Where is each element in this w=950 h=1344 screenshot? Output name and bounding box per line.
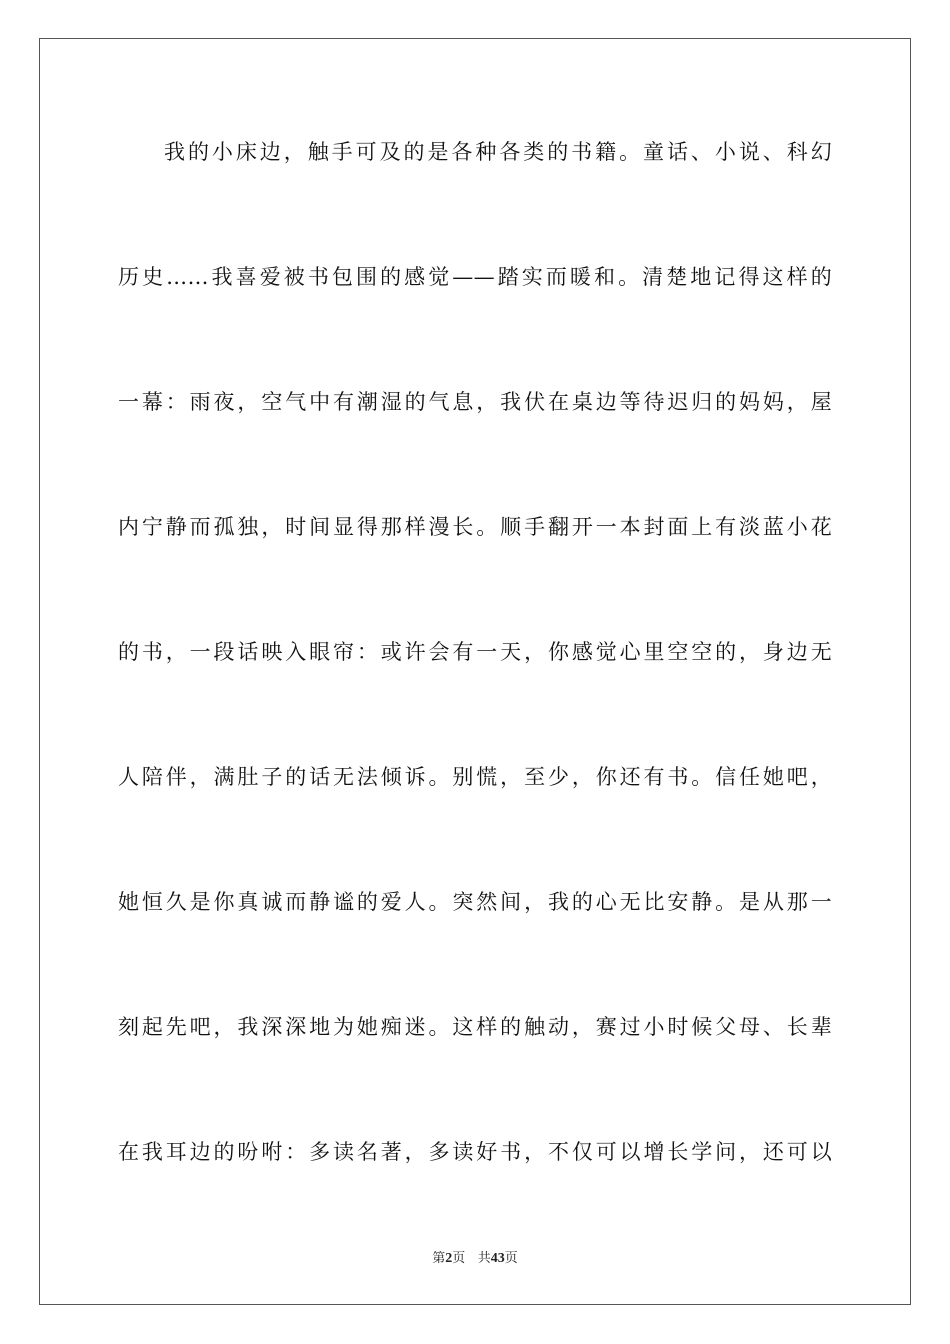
page-suffix: 页 — [452, 1251, 466, 1266]
page-footer — [0, 1247, 950, 1267]
text-line: 在我耳边的吩咐：多读名著，多读好书，不仅可以增长学问，还可以 — [118, 1140, 832, 1164]
text-line: 我的小床边，触手可及的是各种各类的书籍。童话、小说、科幻 — [164, 140, 832, 164]
page-border — [39, 38, 911, 1305]
total-prefix: 共 — [477, 1251, 491, 1266]
text-line: 刻起先吧，我深深地为她痴迷。这样的触动，赛过小时候父母、长辈 — [118, 1015, 832, 1039]
total-pages: 43 — [490, 1251, 505, 1266]
text-line: 人陪伴，满肚子的话无法倾诉。别慌，至少，你还有书。信任她吧， — [118, 765, 832, 789]
page-number: 2 — [445, 1251, 453, 1266]
text-line: 一幕：雨夜，空气中有潮湿的气息，我伏在桌边等待迟归的妈妈，屋 — [118, 390, 832, 414]
text-line: 的书，一段话映入眼帘：或许会有一天，你感觉心里空空的，身边无 — [118, 640, 832, 664]
text-line: 历史……我喜爱被书包围的感觉——踏实而暖和。清楚地记得这样的 — [118, 265, 832, 289]
page-prefix: 第 — [432, 1251, 446, 1266]
text-line: 内宁静而孤独，时间显得那样漫长。顺手翻开一本封面上有淡蓝小花 — [118, 515, 832, 539]
text-line: 她恒久是你真诚而静谧的爱人。突然间，我的心无比安静。是从那一 — [118, 890, 832, 914]
total-suffix: 页 — [504, 1251, 518, 1266]
